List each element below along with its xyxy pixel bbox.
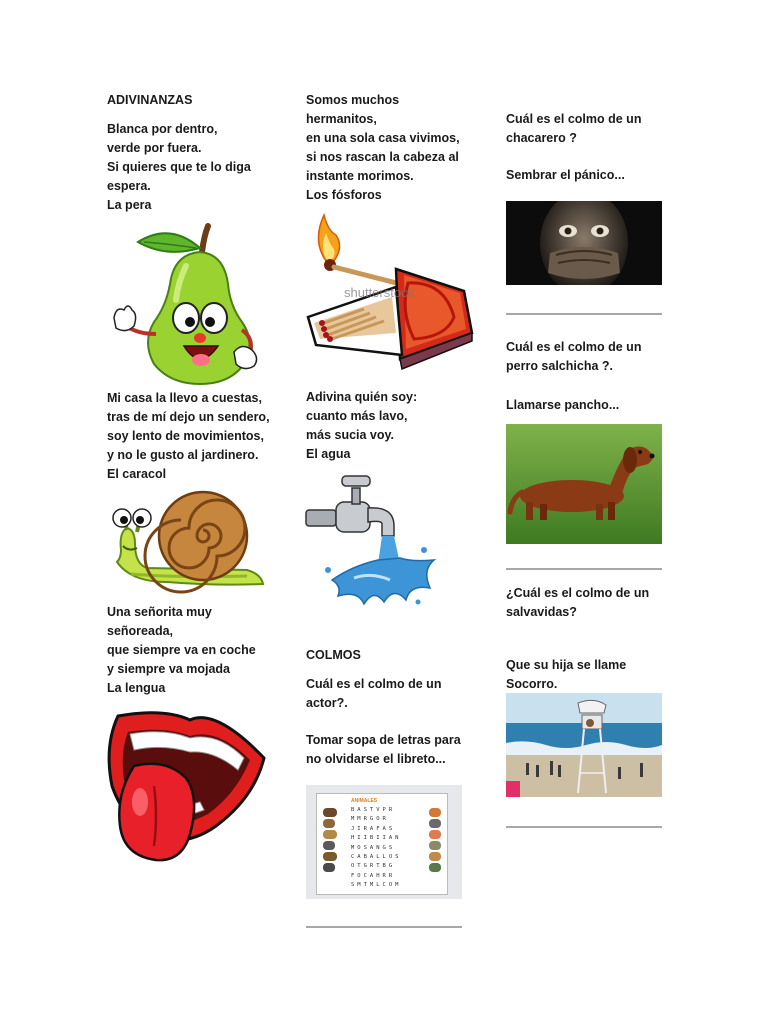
snail-image [107,484,267,596]
colmo-salchicha-question: Cuál es el colmo de un perro salchicha ?. [506,340,642,373]
dachshund-photo [506,424,662,544]
word-search-image [306,785,462,899]
mouth-tongue-image [104,706,270,866]
riddle-snail-text: Mi casa la llevo a cuestas, tras de mí dejo un sendero, soy lento de movimientos, y no le gusto al jardinero. El caracol [107,391,270,481]
riddle-matches-text: Somos muchos hermanitos, en una sola casa vivimos, si nos rascan la cabeza al instante morimos. Los fósforos [306,93,460,202]
pear-image [104,222,264,387]
lifeguard-beach-photo [506,693,662,797]
word-search-row: SMTMLCOM [351,882,402,889]
word-search-row: FOCAHRR [351,872,396,879]
shutterstock-watermark: shutterstock [344,285,415,300]
divider-col3-2 [506,568,662,570]
word-search-row: MOSANGS [351,844,396,851]
colmo-actor-answer: Tomar sopa de letras para no olvidarse el libreto... [306,733,461,766]
word-search-row: BASTVPR [351,807,396,813]
divider-col3-3 [506,826,662,828]
divider-col2 [306,926,462,928]
riddle-water-text: Adivina quién soy: cuanto más lavo, más sucia voy. El agua [306,390,418,461]
word-search-row: OTGRTBG [351,863,396,870]
riddle-pear-text: Blanca por dentro, verde por fuera. Si quieres que te lo diga espera. La pera [107,122,251,212]
adivinanzas-heading: ADIVINANZAS [107,93,193,107]
colmo-actor-question: Cuál es el colmo de un actor?. [306,677,442,710]
animal-icons-left [323,808,343,874]
frightened-face-photo [506,201,662,285]
colmos-heading: COLMOS [306,648,361,662]
divider-col3-1 [506,313,662,315]
animal-icons-right [429,808,445,874]
word-search-row: CABALLOS [351,854,402,861]
colmo-salvavidas-answer: Que su hija se llame Socorro. [506,658,627,691]
word-search-row: MMRGOR [351,816,389,823]
faucet-image [302,470,442,610]
word-search-row: HIIBIIAN [351,835,402,842]
matchbox-image [304,213,476,379]
colmo-chacarero-answer: Sembrar el pánico... [506,168,625,182]
colmo-chacarero-question: Cuál es el colmo de un chacarero ? [506,112,642,145]
riddle-tongue-text: Una señorita muy señoreada, que siempre va en coche y siempre va mojada La lengua [107,605,256,695]
word-search-row: JIRAFAS [351,825,396,832]
word-search-title: ANIMALES [351,798,378,804]
colmo-salchicha-answer: Llamarse pancho... [506,398,620,412]
word-search-grid [351,806,431,891]
colmo-salvavidas-question: ¿Cuál es el colmo de un salvavidas? [506,586,650,619]
